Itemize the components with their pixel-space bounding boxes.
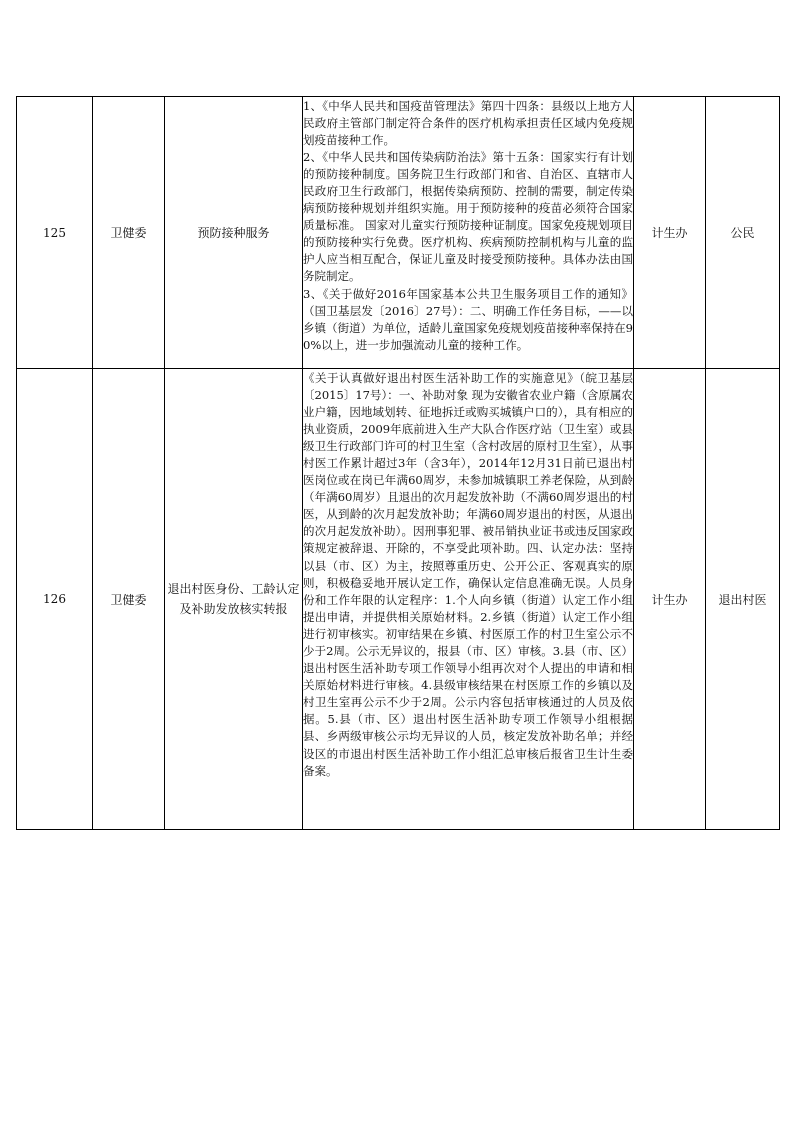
service-name: 退出村医身份、工龄认定及补助发放核实转报 bbox=[165, 369, 303, 830]
handling-office: 计生办 bbox=[634, 369, 706, 830]
department: 卫健委 bbox=[93, 97, 165, 369]
legal-basis bbox=[303, 369, 634, 830]
basis-paragraph: 3、《关于做好2016年国家基本公共卫生服务项目工作的通知》（国卫基层发〔2016〕27号）：二、明确工作任务目标，——以乡镇（街道）为单位，适龄儿童国家免疫规划疫苗接种率保持在90%以上，进一步加强流动儿童的接种工作。 bbox=[303, 286, 633, 352]
service-target: 退出村医 bbox=[706, 369, 780, 830]
basis-paragraph: 1、《中华人民共和国疫苗管理法》第四十四条：县级以上地方人民政府主管部门制定符合条件的医疗机构承担责任区域内免疫规划疫苗接种工作。 bbox=[303, 98, 633, 147]
service-table bbox=[16, 96, 780, 830]
legal-basis bbox=[303, 97, 634, 369]
row-number: 126 bbox=[17, 369, 93, 830]
basis-paragraph: 2、《中华人民共和国传染病防治法》第十五条：国家实行有计划的预防接种制度。国务院卫生行政部门和省、自治区、直辖市人民政府卫生行政部门，根据传染病预防、控制的需要，制定传染病预防接种规划并组织实施。用于预防接种的疫苗必须符合国家质量标准。 国家对儿童实行预防接种证制度。国家免疫规划项目的预防接种实行免费。医疗机构、疾病预防控制机构与儿童的监护人应当相互配合，保证儿童及时接受预防接种。具体办法由国务院制定。 bbox=[303, 149, 633, 284]
table-row bbox=[17, 97, 780, 369]
basis-paragraph: 《关于认真做好退出村医生活补助工作的实施意见》（皖卫基层〔2015〕17号）：一、补助对象 现为安徽省农业户籍（含原属农业户籍，因地域划转、征地拆迁或购买城镇户口的），具有相应的执业资质，2009年底前进入生产大队合作医疗站（卫生室）或县级卫生行政部门许可的村卫生室（含村改居的原村卫生室），从事村医工作累计超过3年（含3年），2014年12月31日前已退出村医岗位或在岗已年满60周岁，未参加城镇职工养老保险，从到龄（年满60周岁）且退出的次月起发放补助（不满60周岁退出的村医，从到龄的次月起发放补助；年满60周岁退出的村医，从退出的次月起发放补助）。因刑事犯罪、被吊销执业证书或违反国家政策规定被辞退、开除的，不享受此项补助。四、认定办法：坚持以县（市、区）为主，按照尊重历史、公开公正、客观真实的原则，积极稳妥地开展认定工作，确保认定信息准确无误。人员身份和工作年限的认定程序：1.个人向乡镇（街道）认定工作小组提出申请，并提供相关原始材料。2.乡镇（街道）认定工作小组进行初审核实。初审结果在乡镇、村医原工作的村卫生室公示不少于2周。公示无异议的，报县（市、区）审核。3.县（市、区）退出村医生活补助专项工作领导小组再次对个人提出的申请和相关原始材料进行审核。4.县级审核结果在村医原工作的乡镇以及村卫生室再公示不少于2周。公示内容包括审核通过的人员及依据。5.县（市、区）退出村医生活补助专项工作领导小组根据县、乡两级审核公示均无异议的人员，核定发放补助名单；并经设区的市退出村医生活补助工作小组汇总审核后报省卫生计生委备案。 bbox=[303, 370, 633, 778]
handling-office: 计生办 bbox=[634, 97, 706, 369]
department: 卫健委 bbox=[93, 369, 165, 830]
row-number: 125 bbox=[17, 97, 93, 369]
service-target: 公民 bbox=[706, 97, 780, 369]
legal-basis-text bbox=[303, 98, 633, 368]
table-row bbox=[17, 369, 780, 830]
legal-basis-text bbox=[303, 370, 633, 829]
service-name: 预防接种服务 bbox=[165, 97, 303, 369]
